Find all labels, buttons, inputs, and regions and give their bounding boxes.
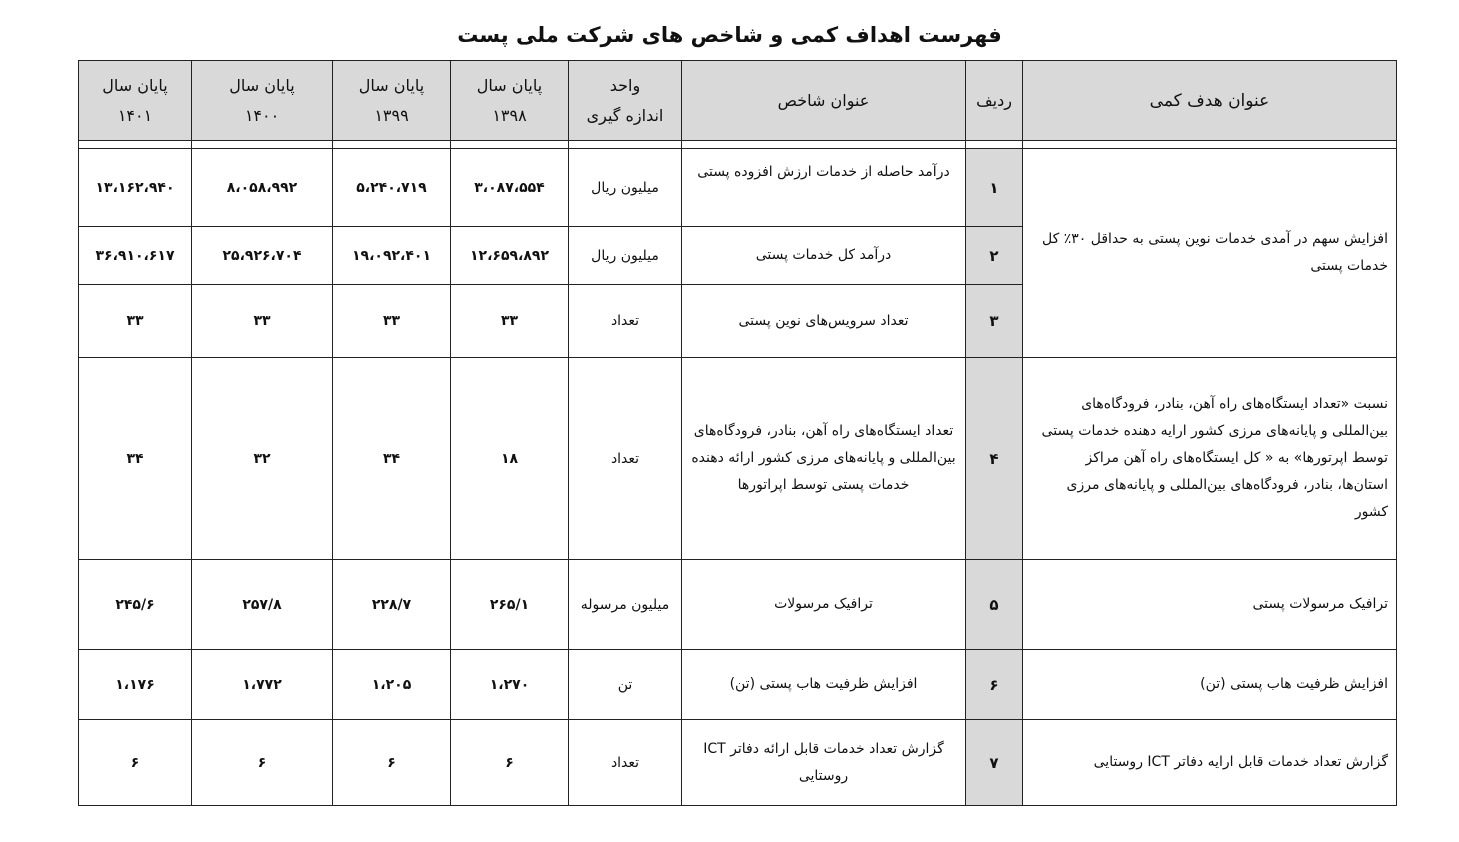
goal-cell: افزایش ظرفیت هاب پستی (تن) (1023, 650, 1397, 720)
unit-cell: میلیون ریال (569, 227, 682, 285)
unit-cell: تعداد (569, 285, 682, 358)
header-indicator: عنوان شاخص (682, 61, 966, 141)
header-separator (79, 141, 1397, 149)
unit-cell: میلیون مرسوله (569, 560, 682, 650)
unit-cell: تن (569, 650, 682, 720)
value-1398: ۱۲،۶۵۹،۸۹۲ (451, 227, 569, 285)
value-1401: ۳۳ (79, 285, 192, 358)
header-year-1401: پایان سال ۱۴۰۱ (79, 61, 192, 141)
value-1401: ۱،۱۷۶ (79, 650, 192, 720)
value-1399: ۵،۲۴۰،۷۱۹ (333, 149, 451, 227)
value-1400: ۳۲ (192, 358, 333, 560)
value-1400: ۲۵،۹۲۶،۷۰۴ (192, 227, 333, 285)
value-1399: ۳۳ (333, 285, 451, 358)
indicator-cell: درآمد کل خدمات پستی (682, 227, 966, 285)
indicator-cell: ترافیک مرسولات (682, 560, 966, 650)
row-number: ۴ (966, 358, 1023, 560)
value-1400: ۳۳ (192, 285, 333, 358)
table-row (79, 720, 1397, 806)
table-row (79, 149, 1397, 227)
header-year-1400: پایان سال ۱۴۰۰ (192, 61, 333, 141)
table-row (79, 560, 1397, 650)
value-1399: ۱،۲۰۵ (333, 650, 451, 720)
value-1399: ۶ (333, 720, 451, 806)
table-row (79, 358, 1397, 560)
value-1398: ۲۶۵/۱ (451, 560, 569, 650)
value-1398: ۳،۰۸۷،۵۵۴ (451, 149, 569, 227)
value-1399: ۱۹،۰۹۲،۴۰۱ (333, 227, 451, 285)
goal-cell: نسبت «تعداد ایستگاه‌های راه آهن، بنادر، فرودگاه‌های بین‌المللی و پایانه‌های مرزی کشور ارایه دهنده خدمات پستی توسط اپرتورها» به « کل ایستگاه‌های راه آهن مراکز استان‌ها، بنادر، فرودگاه‌های بین‌المللی و پایانه‌های مرزی کشور (1023, 358, 1397, 560)
value-1398: ۱،۲۷۰ (451, 650, 569, 720)
value-1401: ۶ (79, 720, 192, 806)
value-1401: ۲۴۵/۶ (79, 560, 192, 650)
value-1401: ۳۴ (79, 358, 192, 560)
indicator-cell: درآمد حاصله از خدمات ارزش افزوده پستی (682, 149, 966, 227)
indicator-cell: تعداد سرویس‌های نوین پستی (682, 285, 966, 358)
value-1401: ۳۶،۹۱۰،۶۱۷ (79, 227, 192, 285)
header-goal: عنوان هدف کمی (1023, 61, 1397, 141)
row-number: ۷ (966, 720, 1023, 806)
value-1398: ۱۸ (451, 358, 569, 560)
header-year-1398: پایان سال ۱۳۹۸ (451, 61, 569, 141)
page-title: فهرست اهداف کمی و شاخص های شرکت ملی پست (457, 23, 1002, 47)
goal-cell: ترافیک مرسولات پستی (1023, 560, 1397, 650)
value-1400: ۶ (192, 720, 333, 806)
value-1398: ۶ (451, 720, 569, 806)
indicator-cell: گزارش تعداد خدمات قابل ارائه دفاتر ICT روستایی (682, 720, 966, 806)
value-1399: ۳۴ (333, 358, 451, 560)
indicator-cell: افزایش ظرفیت هاب پستی (تن) (682, 650, 966, 720)
goal-cell: گزارش تعداد خدمات قابل ارایه دفاتر ICT روستایی (1023, 720, 1397, 806)
row-number: ۶ (966, 650, 1023, 720)
goals-table (78, 60, 1397, 806)
indicator-cell: تعداد ایستگاه‌های راه آهن، بنادر، فرودگاه‌های بین‌المللی و پایانه‌های مرزی کشور ارائه دهنده خدمات پستی توسط اپراتورها (682, 358, 966, 560)
value-1401: ۱۳،۱۶۲،۹۴۰ (79, 149, 192, 227)
value-1399: ۲۲۸/۷ (333, 560, 451, 650)
unit-cell: میلیون ریال (569, 149, 682, 227)
value-1400: ۲۵۷/۸ (192, 560, 333, 650)
goal-cell: افزایش سهم در آمدی خدمات نوین پستی به حداقل ۳۰٪ کل خدمات پستی (1023, 149, 1397, 358)
row-number: ۲ (966, 227, 1023, 285)
value-1400: ۱،۷۷۲ (192, 650, 333, 720)
value-1400: ۸،۰۵۸،۹۹۲ (192, 149, 333, 227)
header-year-1399: پایان سال ۱۳۹۹ (333, 61, 451, 141)
value-1398: ۳۳ (451, 285, 569, 358)
header-unit: واحد اندازه گیری (569, 61, 682, 141)
unit-cell: تعداد (569, 720, 682, 806)
row-number: ۳ (966, 285, 1023, 358)
row-number: ۱ (966, 149, 1023, 227)
row-number: ۵ (966, 560, 1023, 650)
header-row (79, 61, 1397, 141)
header-row-number: ردیف (966, 61, 1023, 141)
unit-cell: تعداد (569, 358, 682, 560)
table-row (79, 650, 1397, 720)
